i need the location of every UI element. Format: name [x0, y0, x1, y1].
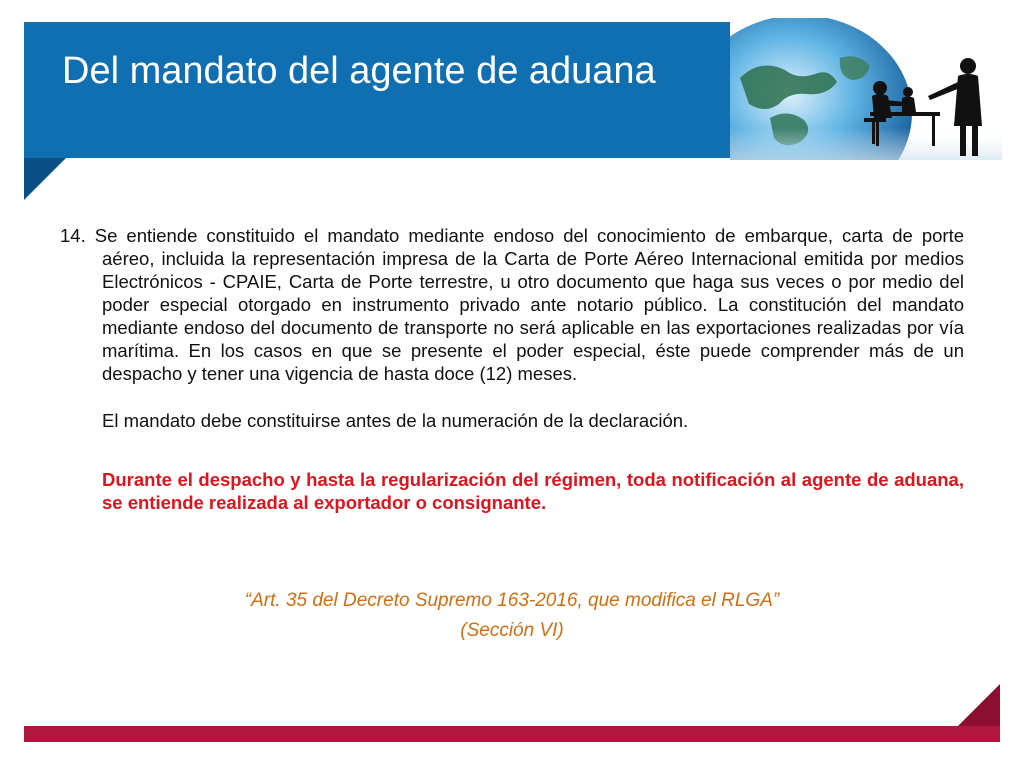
slide-title: Del mandato del agente de aduana [62, 50, 656, 92]
globe-business-handshake-icon [730, 18, 1002, 160]
slide-body [60, 224, 964, 514]
title-banner-fold [24, 158, 66, 200]
mandate-note: El mandato debe constituirse antes de la numeración de la declaración. [102, 410, 689, 431]
citation-line-1: “Art. 35 del Decreto Supremo 163-2016, que modifica el RLGA” [244, 590, 780, 611]
bottom-bar-fold [958, 684, 1000, 726]
bottom-bar [24, 726, 1000, 742]
article-paragraph: 14. Se entiende constituido el mandato mediante endoso del conocimiento de embarque, carta de porte aéreo, incluida la representación impresa de la Carta de Porte Aéreo Internacional emitida por medios Electrónicos - CPAIE, Carta de Porte terrestre, u otro documento que haga sus veces o por medio del poder especial otorgado en instrumento privado ante notario público. La constitución del mandato mediante endoso del documento de transporte no será aplicable en las exportaciones realizadas por vía marítima. En los casos en que se presente el poder especial, éste puede comprender más de un despacho y tener una vigencia de hasta doce (12) meses. [60, 225, 964, 384]
highlight-notice: Durante el despacho y hasta la regularización del régimen, toda notificación al agente de aduana, se entiende realizada al exportador o consignante. [102, 469, 964, 513]
citation-line-2: (Sección VI) [460, 620, 564, 641]
citation [60, 586, 964, 646]
